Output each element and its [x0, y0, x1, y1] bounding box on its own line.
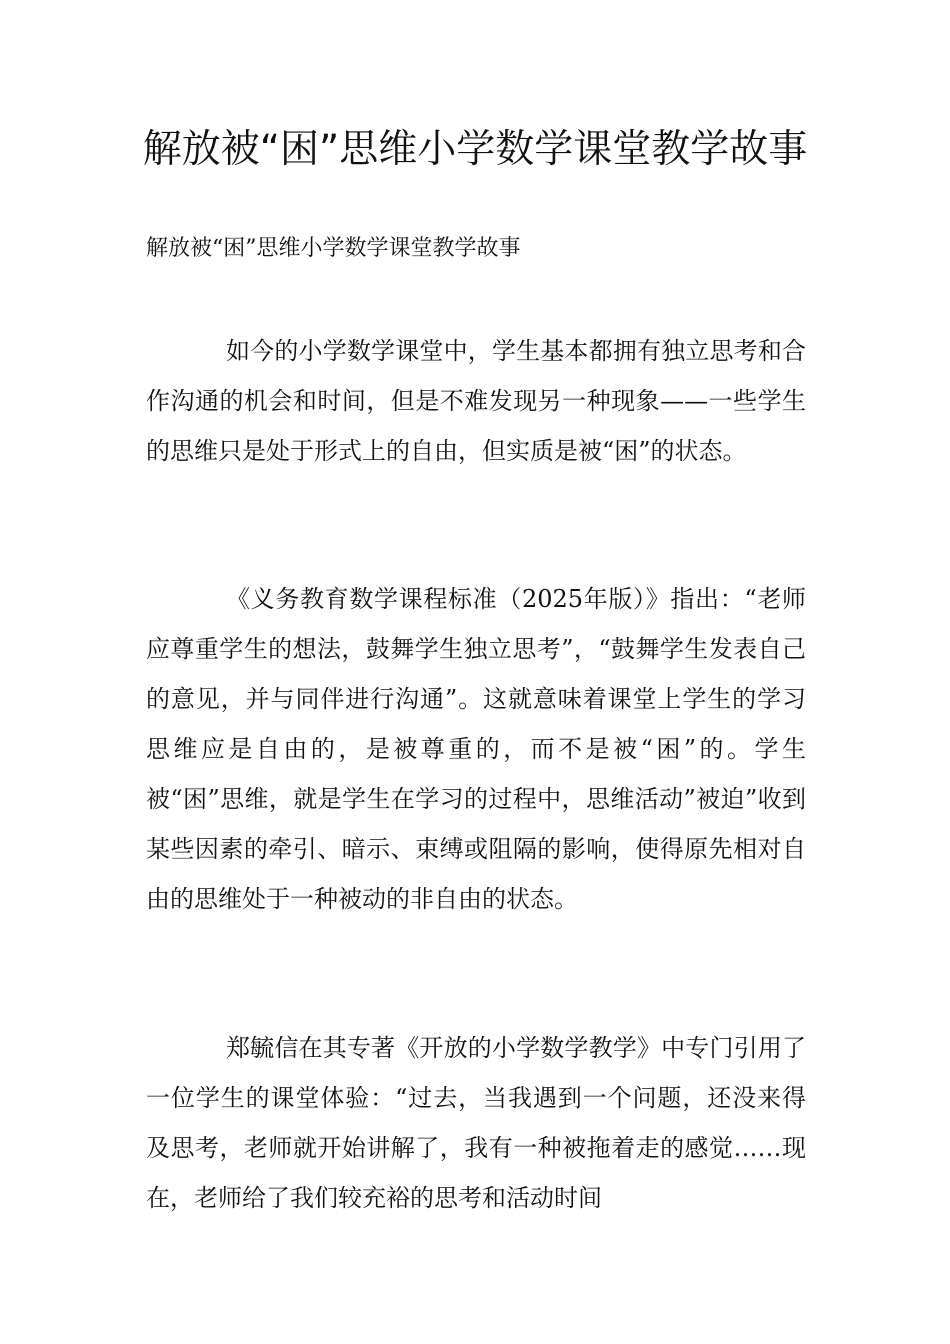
paragraph-3: 郑毓信在其专著《开放的小学数学教学》中专门引用了一位学生的课堂体验：“过去，当我遇到一个问题，还没来得及思考，老师就开始讲解了，我有一种被拖着走的感觉……现在，老师给了我们较充裕的思考和活动时间: [146, 1034, 806, 1212]
paragraph-1: 如今的小学数学课堂中，学生基本都拥有独立思考和合作沟通的机会和时间，但是不难发现另一种现象——一些学生的思维只是处于形式上的自由，但实质是被“困”的状态。: [146, 337, 806, 465]
document-subtitle: 解放被“困”思维小学数学课堂教学故事: [146, 236, 521, 261]
paragraph-2: 《义务教育数学课程标准（2025年版）》指出：“老师应尊重学生的想法，鼓舞学生独立思考”，“鼓舞学生发表自己的意见，并与同伴进行沟通”。这就意味着课堂上学生的学习思维应是自由的，是被尊重的，而不是被“困”的。学生被“困”思维，就是学生在学习的过程中，思维活动”被迫”收到某些因素的牵引、暗示、束缚或阻隔的影响，使得原先相对自由的思维处于一种被动的非自由的状态。: [146, 585, 806, 913]
document-title: 解放被“困”思维小学数学课堂教学故事: [142, 127, 808, 172]
